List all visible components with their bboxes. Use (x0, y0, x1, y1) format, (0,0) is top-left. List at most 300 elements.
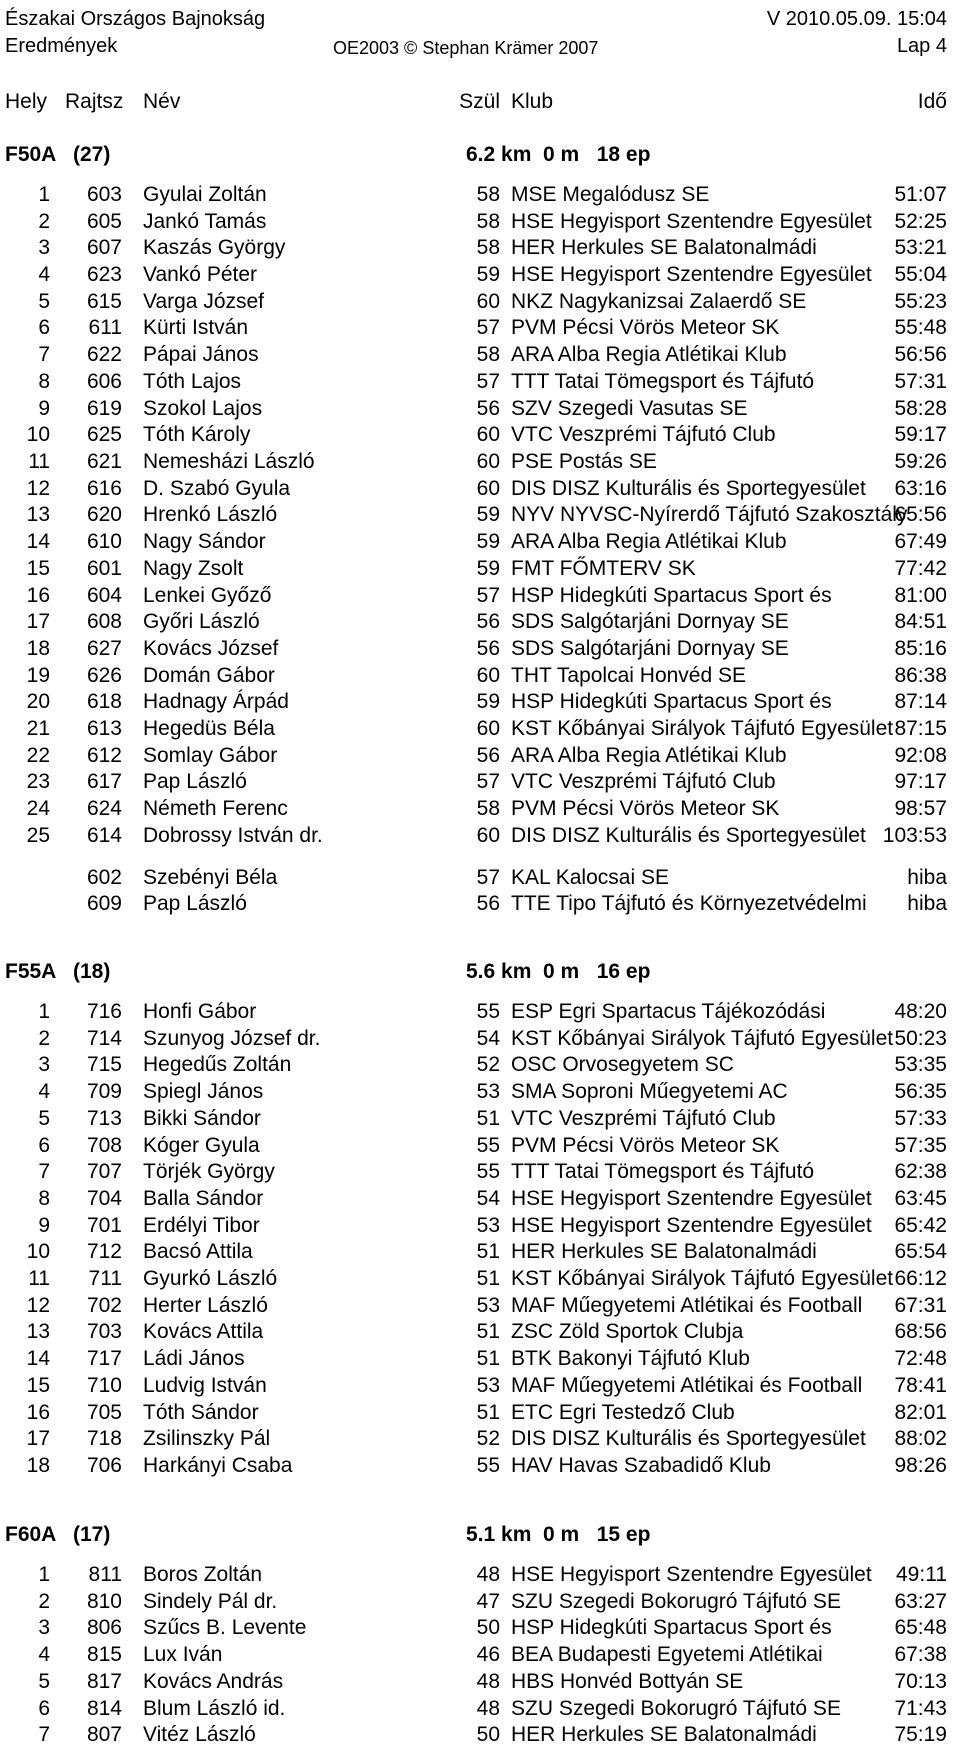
col-header-ido: Idő (917, 90, 947, 113)
cell-name: Somlay Gábor (143, 744, 278, 767)
cell-place: 9 (38, 397, 50, 420)
cell-birth-year: 60 (476, 824, 500, 847)
cell-bib: 612 (86, 744, 122, 767)
cell-club: SZU Szegedi Bokorugró Tájfutó SE (511, 1590, 841, 1613)
cell-name: Gyurkó László (143, 1267, 278, 1290)
cell-bib: 625 (86, 423, 122, 446)
cell-place: 13 (26, 1320, 50, 1343)
cell-time: 75:19 (894, 1723, 947, 1746)
col-header-rajtsz: Rajtsz (65, 90, 124, 113)
page-number: Lap 4 (896, 35, 947, 57)
cell-time: 98:26 (894, 1454, 947, 1477)
cell-name: Tóth Károly (143, 423, 251, 446)
cell-bib: 622 (86, 343, 122, 366)
cell-bib: 617 (86, 770, 122, 793)
result-row (0, 770, 960, 796)
category-count: (27) (73, 143, 111, 166)
cell-club: SZU Szegedi Bokorugró Tájfutó SE (511, 1697, 841, 1720)
result-row (0, 1134, 960, 1160)
cell-club: VTC Veszprémi Tájfutó Club (511, 770, 776, 793)
cell-name: Törjék György (143, 1160, 275, 1183)
result-row (0, 477, 960, 503)
cell-birth-year: 58 (476, 343, 500, 366)
cell-time: 65:48 (894, 1616, 947, 1639)
cell-place: 14 (26, 530, 50, 553)
cell-place: 3 (38, 236, 50, 259)
cell-club: ARA Alba Regia Atlétikai Klub (511, 343, 787, 366)
category-count: (18) (73, 960, 111, 983)
cell-name: Vankó Péter (143, 263, 258, 286)
cell-bib: 615 (86, 290, 122, 313)
cell-bib: 817 (86, 1670, 122, 1693)
cell-time: 53:35 (894, 1053, 947, 1076)
cell-birth-year: 53 (476, 1374, 500, 1397)
cell-bib: 627 (86, 637, 122, 660)
cell-bib: 708 (86, 1134, 122, 1157)
cell-bib: 806 (86, 1616, 122, 1639)
cell-club: VTC Veszprémi Tájfutó Club (511, 423, 776, 446)
cell-club: ETC Egri Testedző Club (511, 1401, 735, 1424)
cell-place: 4 (38, 1080, 50, 1103)
cell-name: Nagy Sándor (143, 530, 266, 553)
cell-time: 52:25 (894, 210, 947, 233)
cell-place: 11 (28, 1267, 50, 1290)
cell-place: 21 (26, 717, 50, 740)
cell-place: 17 (26, 610, 50, 633)
cell-birth-year: 57 (476, 770, 500, 793)
cell-bib: 815 (86, 1643, 122, 1666)
cell-birth-year: 51 (476, 1107, 500, 1130)
cell-birth-year: 58 (476, 236, 500, 259)
cell-bib: 609 (86, 892, 122, 915)
cell-time: 62:38 (894, 1160, 947, 1183)
cell-name: Erdélyi Tibor (143, 1214, 260, 1237)
result-row (0, 584, 960, 610)
cell-bib: 718 (86, 1427, 122, 1450)
cell-place: 7 (38, 343, 50, 366)
cell-birth-year: 51 (476, 1240, 500, 1263)
cell-bib: 705 (86, 1401, 122, 1424)
cell-birth-year: 56 (476, 397, 500, 420)
cell-bib: 706 (86, 1454, 122, 1477)
cell-bib: 624 (86, 797, 122, 820)
cell-birth-year: 51 (476, 1347, 500, 1370)
cell-place: 18 (26, 1454, 50, 1477)
cell-club: OSC Orvosegyetem SC (511, 1053, 734, 1076)
cell-name: Hrenkó László (143, 503, 278, 526)
cell-birth-year: 54 (476, 1027, 500, 1050)
cell-place: 8 (38, 1187, 50, 1210)
cell-name: Zsilinszky Pál (143, 1427, 271, 1450)
cell-name: Bacsó Attila (143, 1240, 253, 1263)
result-row (0, 316, 960, 342)
cell-place: 3 (38, 1616, 50, 1639)
cell-time: 67:49 (894, 530, 947, 553)
software-credit: OE2003 © Stephan Krämer 2007 (333, 38, 599, 58)
cell-birth-year: 57 (476, 370, 500, 393)
cell-name: Kovács József (143, 637, 279, 660)
cell-name: Nagy Zsolt (143, 557, 244, 580)
cell-time: 97:17 (894, 770, 947, 793)
cell-club: HER Herkules SE Balatonalmádi (511, 1723, 817, 1746)
cell-birth-year: 51 (476, 1401, 500, 1424)
cell-bib: 810 (86, 1590, 122, 1613)
result-row (0, 1616, 960, 1642)
cell-name: Pap László (143, 892, 247, 915)
cell-time: 98:57 (894, 797, 947, 820)
cell-place: 2 (38, 210, 50, 233)
result-row (0, 690, 960, 716)
cell-place: 22 (26, 744, 50, 767)
cell-bib: 814 (86, 1697, 122, 1720)
cell-birth-year: 57 (476, 866, 500, 889)
cell-club: KST Kőbányai Sirályok Tájfutó Egyesület (511, 1267, 894, 1290)
cell-club: HSP Hidegkúti Spartacus Sport és (511, 1616, 832, 1639)
cell-birth-year: 59 (476, 557, 500, 580)
cell-place: 5 (38, 1107, 50, 1130)
col-header-nev: Név (143, 90, 181, 113)
cell-name: Ludvig István (143, 1374, 267, 1397)
result-row (0, 797, 960, 823)
cell-club: MSE Megalódusz SE (511, 183, 710, 206)
result-row (0, 263, 960, 289)
cell-name: Kürti István (143, 316, 249, 339)
cell-time: 65:56 (894, 503, 947, 526)
result-row (0, 1643, 960, 1669)
cell-place: 1 (38, 1000, 50, 1023)
cell-birth-year: 56 (476, 637, 500, 660)
cell-club: HSE Hegyisport Szentendre Egyesület (511, 1563, 872, 1586)
cell-club: PVM Pécsi Vörös Meteor SK (511, 316, 780, 339)
result-row (0, 290, 960, 316)
cell-time: 103:53 (882, 824, 947, 847)
cell-place: 10 (26, 1240, 50, 1263)
cell-club: PVM Pécsi Vörös Meteor SK (511, 797, 780, 820)
cell-time: 85:16 (894, 637, 947, 660)
cell-bib: 807 (86, 1723, 122, 1746)
cell-bib: 603 (86, 183, 122, 206)
cell-place: 9 (38, 1214, 50, 1237)
result-row (0, 1427, 960, 1453)
cell-time: hiba (907, 892, 947, 915)
cell-place: 8 (38, 370, 50, 393)
cell-time: 87:14 (894, 690, 947, 713)
result-row (0, 717, 960, 743)
cell-club: TTT Tatai Tömegsport és Tájfutó (511, 1160, 815, 1183)
result-row (0, 744, 960, 770)
cell-place: 20 (26, 690, 50, 713)
cell-time: 87:15 (894, 717, 947, 740)
result-row (0, 1723, 960, 1749)
cell-club: HER Herkules SE Balatonalmádi (511, 236, 817, 259)
cell-name: Sindely Pál dr. (143, 1590, 278, 1613)
cell-bib: 702 (86, 1294, 122, 1317)
cell-time: 63:16 (894, 477, 947, 500)
competition-title: Északai Országos Bajnokság (5, 8, 266, 30)
cell-place: 4 (38, 263, 50, 286)
cell-place: 12 (26, 1294, 50, 1317)
cell-bib: 710 (86, 1374, 122, 1397)
category-name: F60A (5, 1523, 57, 1546)
cell-bib: 608 (86, 610, 122, 633)
result-row (0, 1080, 960, 1106)
result-row (0, 1401, 960, 1427)
cell-birth-year: 50 (476, 1616, 500, 1639)
cell-name: Honfi Gábor (143, 1000, 257, 1023)
cell-place: 11 (28, 450, 50, 473)
cell-place: 19 (26, 664, 50, 687)
cell-bib: 601 (86, 557, 122, 580)
cell-birth-year: 51 (476, 1267, 500, 1290)
cell-club: ARA Alba Regia Atlétikai Klub (511, 744, 787, 767)
cell-name: Nemesházi László (143, 450, 315, 473)
category-name: F55A (5, 960, 57, 983)
cell-place: 16 (26, 1401, 50, 1424)
cell-place: 5 (38, 290, 50, 313)
cell-birth-year: 53 (476, 1214, 500, 1237)
cell-place: 23 (26, 770, 50, 793)
cell-bib: 707 (86, 1160, 122, 1183)
cell-bib: 604 (86, 584, 122, 607)
cell-birth-year: 55 (476, 1454, 500, 1477)
cell-bib: 711 (88, 1267, 122, 1290)
cell-bib: 713 (86, 1107, 122, 1130)
result-row (0, 1053, 960, 1079)
cell-club: SMA Soproni Műegyetemi AC (511, 1080, 788, 1103)
result-row-dnf (0, 866, 960, 892)
cell-place: 7 (38, 1723, 50, 1746)
cell-name: Hegedűs Zoltán (143, 1053, 292, 1076)
col-header-hely: Hely (5, 90, 48, 113)
cell-time: 57:31 (894, 370, 947, 393)
cell-name: Varga József (143, 290, 265, 313)
cell-bib: 703 (86, 1320, 122, 1343)
cell-club: BEA Budapesti Egyetemi Atlétikai (511, 1643, 823, 1666)
cell-bib: 606 (86, 370, 122, 393)
cell-place: 17 (26, 1427, 50, 1450)
cell-time: 55:48 (894, 316, 947, 339)
cell-birth-year: 55 (476, 1000, 500, 1023)
cell-time: 59:17 (894, 423, 947, 446)
cell-time: 78:41 (894, 1374, 947, 1397)
cell-time: 59:26 (894, 450, 947, 473)
cell-place: 3 (38, 1053, 50, 1076)
cell-time: 57:35 (894, 1134, 947, 1157)
cell-time: 56:35 (894, 1080, 947, 1103)
cell-name: Tóth Sándor (143, 1401, 259, 1424)
result-row (0, 1294, 960, 1320)
cell-bib: 715 (86, 1053, 122, 1076)
cell-birth-year: 58 (476, 797, 500, 820)
cell-name: D. Szabó Gyula (143, 477, 291, 500)
cell-time: 50:23 (894, 1027, 947, 1050)
cell-time: 84:51 (894, 610, 947, 633)
result-row (0, 1160, 960, 1186)
col-header-szul: Szül (459, 90, 500, 113)
cell-time: 55:04 (894, 263, 947, 286)
cell-club: VTC Veszprémi Tájfutó Club (511, 1107, 776, 1130)
cell-place: 15 (26, 557, 50, 580)
result-row-dnf (0, 892, 960, 918)
cell-name: Vitéz László (143, 1723, 256, 1746)
cell-bib: 613 (86, 717, 122, 740)
cell-time: 63:45 (894, 1187, 947, 1210)
cell-name: Herter László (143, 1294, 268, 1317)
result-row (0, 824, 960, 850)
result-row (0, 637, 960, 663)
cell-place: 7 (38, 1160, 50, 1183)
cell-club: FMT FŐMTERV SK (511, 557, 696, 580)
cell-name: Tóth Lajos (143, 370, 242, 393)
cell-club: THT Tapolcai Honvéd SE (511, 664, 747, 687)
cell-club: PSE Postás SE (511, 450, 657, 473)
result-row (0, 1267, 960, 1293)
cell-club: SZV Szegedi Vasutas SE (511, 397, 748, 420)
cell-name: Spiegl János (143, 1080, 264, 1103)
cell-bib: 712 (86, 1240, 122, 1263)
cell-birth-year: 60 (476, 717, 500, 740)
cell-club: TTE Tipo Tájfutó és Környezetvédelmi (511, 892, 867, 915)
course-info: 5.6 km 0 m 16 ep (466, 960, 651, 983)
cell-time: 66:12 (894, 1267, 947, 1290)
cell-place: 12 (26, 477, 50, 500)
cell-birth-year: 53 (476, 1294, 500, 1317)
cell-club: SDS Salgótarjáni Dornyay SE (511, 610, 789, 633)
cell-time: 88:02 (894, 1427, 947, 1450)
cell-name: Szokol Lajos (143, 397, 263, 420)
cell-birth-year: 47 (476, 1590, 500, 1613)
cell-place: 13 (26, 503, 50, 526)
cell-name: Ládi János (143, 1347, 245, 1370)
cell-time: 51:07 (894, 183, 947, 206)
cell-time: 56:56 (894, 343, 947, 366)
course-info: 6.2 km 0 m 18 ep (466, 143, 651, 166)
cell-birth-year: 48 (476, 1670, 500, 1693)
report-subtitle: Eredmények (5, 35, 118, 57)
result-row (0, 1027, 960, 1053)
cell-birth-year: 52 (476, 1053, 500, 1076)
cell-name: Hadnagy Árpád (143, 690, 289, 713)
cell-time: 58:28 (894, 397, 947, 420)
col-header-klub: Klub (511, 90, 554, 113)
cell-place: 6 (38, 1697, 50, 1720)
cell-name: Hegedüs Béla (143, 717, 275, 740)
cell-time: 72:48 (894, 1347, 947, 1370)
cell-birth-year: 48 (476, 1563, 500, 1586)
cell-bib: 605 (86, 210, 122, 233)
cell-birth-year: 56 (476, 610, 500, 633)
cell-birth-year: 58 (476, 210, 500, 233)
result-row (0, 1590, 960, 1616)
cell-birth-year: 57 (476, 316, 500, 339)
cell-birth-year: 56 (476, 744, 500, 767)
cell-time: 81:00 (894, 584, 947, 607)
cell-place: 4 (38, 1643, 50, 1666)
result-row (0, 503, 960, 529)
cell-birth-year: 59 (476, 690, 500, 713)
cell-birth-year: 59 (476, 263, 500, 286)
cell-club: NYV NYVSC-Nyírerdő Tájfutó Szakosztály (511, 503, 908, 526)
cell-bib: 717 (86, 1347, 122, 1370)
result-row (0, 1563, 960, 1589)
cell-time: 92:08 (894, 744, 947, 767)
cell-bib: 709 (86, 1080, 122, 1103)
cell-club: NKZ Nagykanizsai Zalaerdő SE (511, 290, 807, 313)
cell-name: Kovács Attila (143, 1320, 264, 1343)
cell-birth-year: 60 (476, 423, 500, 446)
category-name: F50A (5, 143, 57, 166)
cell-birth-year: 50 (476, 1723, 500, 1746)
cell-name: Dobrossy István dr. (143, 824, 323, 847)
cell-bib: 626 (86, 664, 122, 687)
cell-club: HSE Hegyisport Szentendre Egyesület (511, 210, 872, 233)
cell-birth-year: 46 (476, 1643, 500, 1666)
cell-place: 1 (38, 183, 50, 206)
result-row (0, 397, 960, 423)
result-row (0, 1000, 960, 1026)
result-row (0, 1320, 960, 1346)
cell-club: HSE Hegyisport Szentendre Egyesület (511, 1214, 872, 1237)
cell-name: Szűcs B. Levente (143, 1616, 307, 1639)
cell-club: KST Kőbányai Sirályok Tájfutó Egyesület (511, 1027, 894, 1050)
cell-bib: 701 (86, 1214, 122, 1237)
cell-birth-year: 54 (476, 1187, 500, 1210)
result-row (0, 1214, 960, 1240)
cell-place: 10 (26, 423, 50, 446)
cell-place: 24 (26, 797, 50, 820)
cell-club: ESP Egri Spartacus Tájékozódási (511, 1000, 826, 1023)
result-row (0, 1240, 960, 1266)
cell-birth-year: 59 (476, 503, 500, 526)
cell-time: 48:20 (894, 1000, 947, 1023)
cell-bib: 714 (86, 1027, 122, 1050)
result-row (0, 1454, 960, 1480)
cell-birth-year: 59 (476, 530, 500, 553)
cell-time: 53:21 (894, 236, 947, 259)
cell-name: Szunyog József dr. (143, 1027, 321, 1050)
cell-name: Lux Iván (143, 1643, 223, 1666)
cell-club: HER Herkules SE Balatonalmádi (511, 1240, 817, 1263)
result-row (0, 1347, 960, 1373)
result-row (0, 370, 960, 396)
course-info: 5.1 km 0 m 15 ep (466, 1523, 651, 1546)
category-count: (17) (73, 1523, 111, 1546)
report-date: V 2010.05.09. 15:04 (766, 8, 947, 30)
cell-club: MAF Műegyetemi Atlétikai és Football (511, 1294, 863, 1317)
cell-place: 15 (26, 1374, 50, 1397)
cell-bib: 716 (86, 1000, 122, 1023)
cell-club: SDS Salgótarjáni Dornyay SE (511, 637, 789, 660)
result-row (0, 423, 960, 449)
cell-club: ZSC Zöld Sportok Clubja (511, 1320, 744, 1343)
cell-club: HSE Hegyisport Szentendre Egyesület (511, 263, 872, 286)
cell-place: 14 (26, 1347, 50, 1370)
cell-name: Németh Ferenc (143, 797, 288, 820)
cell-name: Pap László (143, 770, 247, 793)
cell-time: 68:56 (894, 1320, 947, 1343)
cell-bib: 610 (86, 530, 122, 553)
result-row (0, 1374, 960, 1400)
cell-name: Kóger Gyula (143, 1134, 260, 1157)
result-row (0, 530, 960, 556)
cell-club: MAF Műegyetemi Atlétikai és Football (511, 1374, 863, 1397)
cell-place: 6 (38, 1134, 50, 1157)
result-row (0, 210, 960, 236)
cell-club: HSP Hidegkúti Spartacus Sport és (511, 584, 832, 607)
cell-birth-year: 60 (476, 450, 500, 473)
cell-bib: 811 (88, 1563, 122, 1586)
cell-time: 67:31 (894, 1294, 947, 1317)
